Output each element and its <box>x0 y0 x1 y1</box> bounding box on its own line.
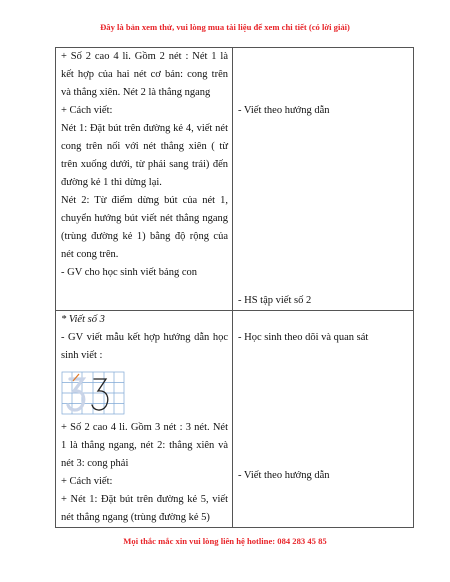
hotline-banner: Mọi thắc mắc xin vui lòng liên hệ hotline: 084 283 45 85 <box>123 536 327 546</box>
paragraph: - GV viết mẫu kết hợp hướng dẫn học sinh viết : <box>61 332 228 361</box>
paragraph: + Cách viết: <box>61 105 113 116</box>
table-row <box>56 311 414 528</box>
section-heading: * Viết số 3 <box>61 314 105 325</box>
digit-3-writing-sample <box>61 371 125 415</box>
preview-notice-banner: Đây là bản xem thử, vui lòng mua tài liệu để xem chi tiết (có lời giải) <box>100 22 350 32</box>
student-note: - Viết theo hướng dẫn <box>238 470 330 481</box>
digit-3-grid-illustration <box>61 371 125 415</box>
paragraph: Nét 2: Từ điểm dừng bút của nét 1, chuyển hướng bút viết nét thẳng ngang (trùng đường kẻ 1) bằng độ rộng của nét cong trên. <box>61 195 228 260</box>
paragraph: + Số 2 cao 4 li. Gồm 3 nét : 3 nét. Nét 1 là thẳng ngang, nét 2: thẳng xiên và nét 3: cong phải <box>61 422 228 469</box>
lesson-table <box>55 47 414 528</box>
student-note: - HS tập viết số 2 <box>238 295 312 306</box>
paragraph: + Số 2 cao 4 li. Gồm 2 nét : Nét 1 là kết hợp của hai nét cơ bản: cong trên và thẳng xiên. Nét 2 là thẳng ngang <box>61 51 228 98</box>
paragraph: - GV cho học sinh viết bảng con <box>61 267 197 278</box>
student-note: - Học sinh theo dõi và quan sát <box>238 332 369 343</box>
paragraph: Nét 1: Đặt bút trên đường kẻ 4, viết nét cong trên nối với nét thẳng xiên ( từ trên xuống dưới, từ phải sang trái) đến đường kẻ 1 thì dừng lại. <box>61 123 228 188</box>
paragraph: + Cách viết: <box>61 476 113 487</box>
table-row <box>56 48 414 311</box>
student-cell <box>233 311 414 528</box>
student-note: - Viết theo hướng dẫn <box>238 105 330 116</box>
activity-cell <box>56 48 233 311</box>
student-cell <box>233 48 414 311</box>
activity-cell <box>56 311 233 528</box>
paragraph: + Nét 1: Đặt bút trên đường kẻ 5, viết nét thẳng ngang (trùng đường kẻ 5) <box>61 494 228 523</box>
